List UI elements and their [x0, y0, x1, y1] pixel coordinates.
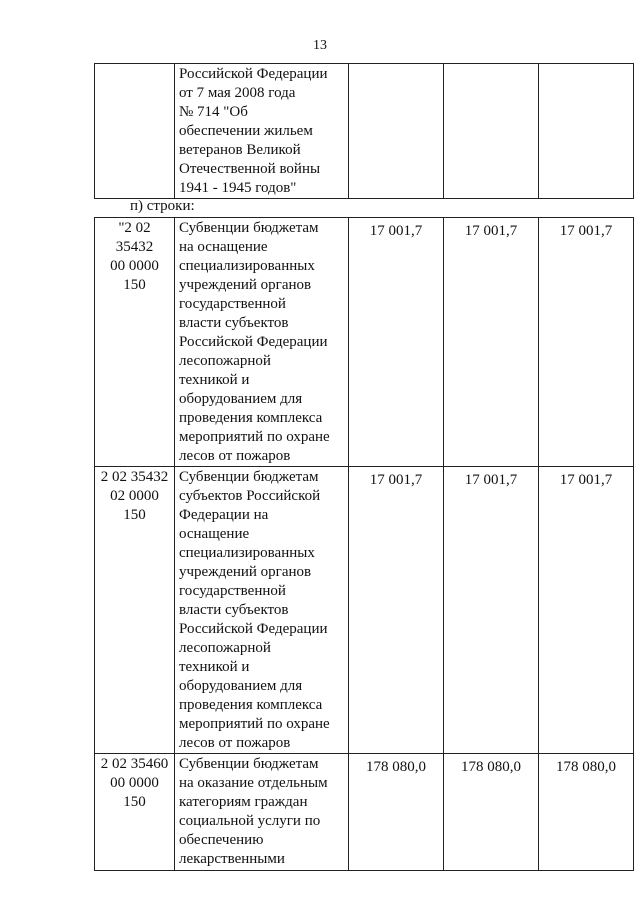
value-cell-1: 178 080,0	[349, 754, 444, 871]
value-cell-2: 17 001,7	[444, 467, 539, 754]
value-cell-3: 178 080,0	[539, 754, 634, 871]
value-cell-2: 178 080,0	[444, 754, 539, 871]
name-cell: Российской Федерации от 7 мая 2008 года № 714 "Об обеспечении жильем ветеранов Великой Отечественной войны 1941 - 1945 годов"	[175, 64, 349, 199]
code-cell	[95, 64, 175, 199]
table-row	[95, 467, 634, 754]
value-cell-1: 17 001,7	[349, 218, 444, 467]
name-cell: Субвенции бюджетам субъектов Российской Федерации на оснащение специализированных учреждений органов государственной власти субъектов Российской Федерации лесопожарной техникой и оборудованием для проведения комплекса мероприятий по охране лесов от пожаров	[175, 467, 349, 754]
continued-table	[94, 63, 634, 199]
code-cell: 2 02 35432 02 0000 150	[95, 467, 175, 754]
code-cell: 2 02 35460 00 0000 150	[95, 754, 175, 871]
value-cell-2: 17 001,7	[444, 218, 539, 467]
table-row	[95, 64, 634, 199]
value-cell-2	[444, 64, 539, 199]
name-cell: Субвенции бюджетам на оснащение специализированных учреждений органов государственной власти субъектов Российской Федерации лесопожарной техникой и оборудованием для проведения комплекса мероприятий по охране лесов от пожаров	[175, 218, 349, 467]
value-cell-1	[349, 64, 444, 199]
section-label: п) строки:	[130, 198, 195, 214]
table-row	[95, 218, 634, 467]
value-cell-1: 17 001,7	[349, 467, 444, 754]
value-cell-3	[539, 64, 634, 199]
budget-table	[94, 217, 634, 871]
name-cell: Субвенции бюджетам на оказание отдельным категориям граждан социальной услуги по обеспечению лекарственными	[175, 754, 349, 871]
page-number: 13	[313, 38, 327, 53]
table-row	[95, 754, 634, 871]
value-cell-3: 17 001,7	[539, 467, 634, 754]
code-cell: "2 02 35432 00 0000 150	[95, 218, 175, 467]
value-cell-3: 17 001,7	[539, 218, 634, 467]
